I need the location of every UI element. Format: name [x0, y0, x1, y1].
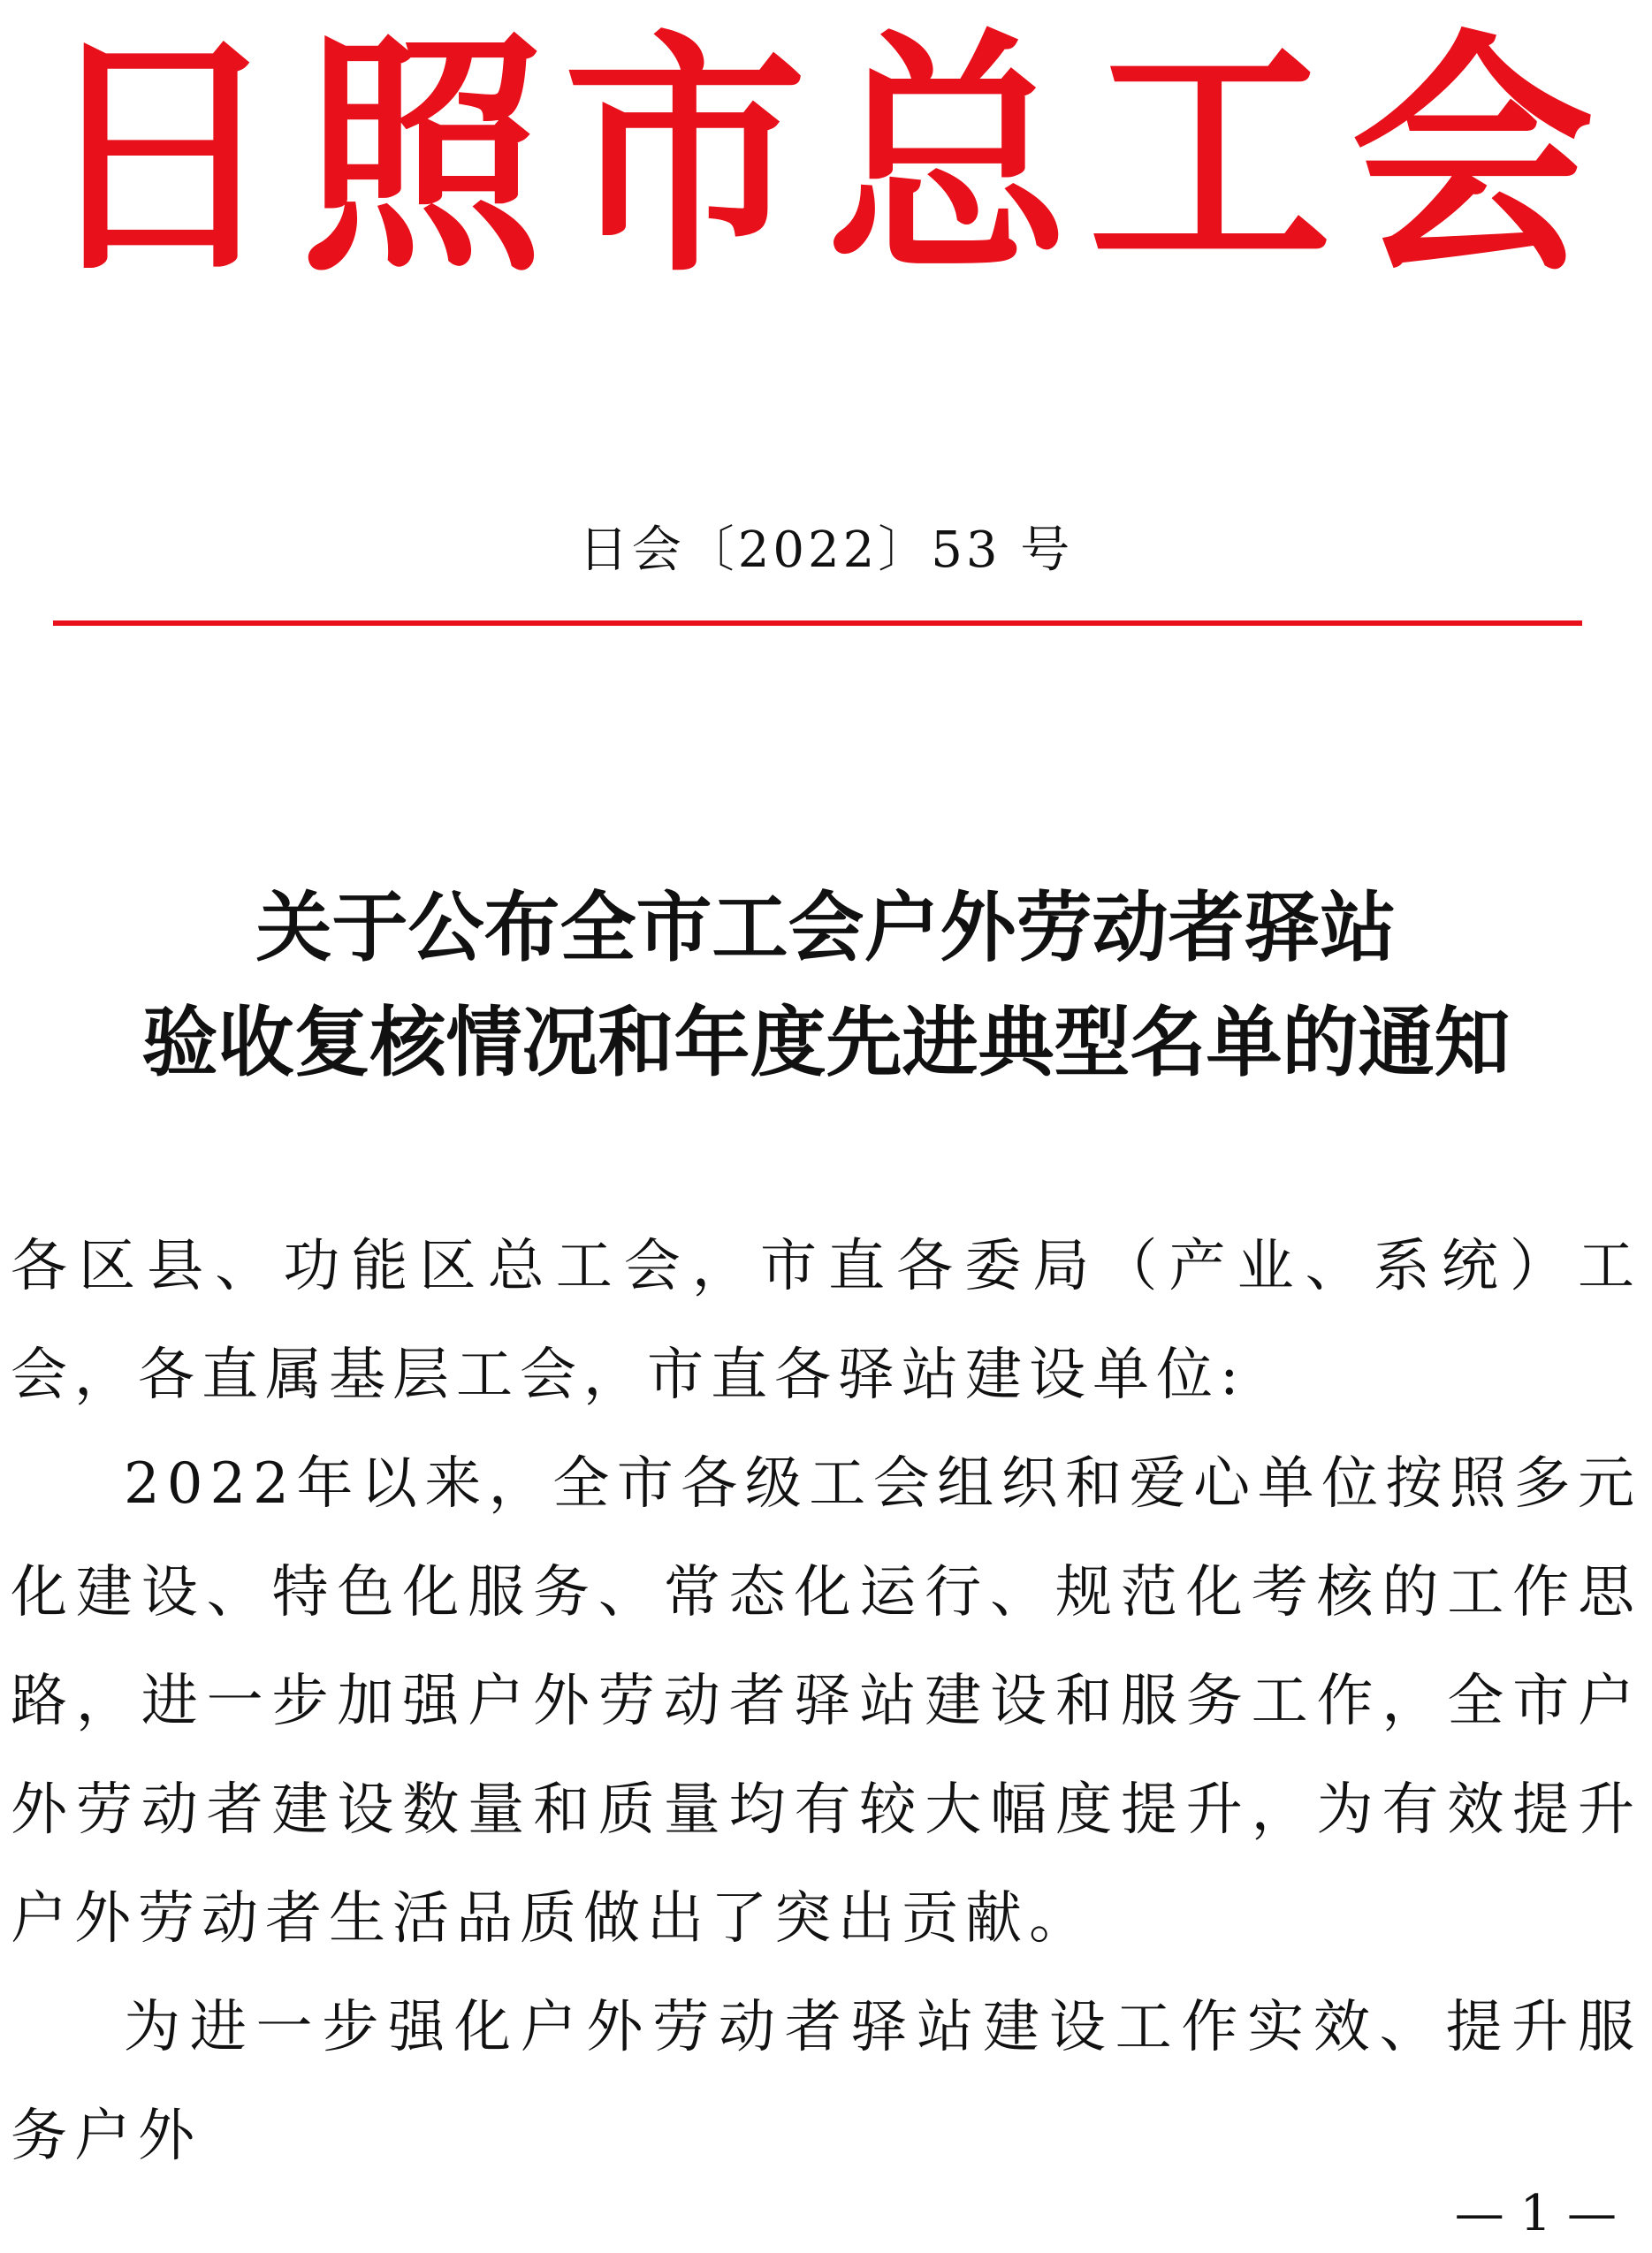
document-number: 日会〔2022〕53 号: [578, 521, 1074, 579]
title-line-1: 关于公布全市工会户外劳动者驿站: [255, 883, 1397, 972]
paragraph-1: 2022年以来，全市各级工会组织和爱心单位按照多元化建设、特色化服务、常态化运行、规范化考核的工作思路，进一步加强户外劳动者驿站建设和服务工作，全市户外劳动者建设数量和质量均有较大幅度提升，为有效提升户外劳动者生活品质做出了突出贡献。: [11, 1451, 1641, 1952]
salutation: 各区县、功能区总工会，市直各委局（产业、系统）工会，各直属基层工会，市直各驿站建设单位:: [11, 1234, 1641, 1408]
title-line-2: 验收复核情况和年度先进典型名单的通知: [141, 998, 1511, 1087]
red-divider-rule: [53, 620, 1582, 626]
masthead-title: 日照市总工会: [38, 6, 1614, 307]
document-body: [11, 1213, 1641, 2191]
page-number: — 1 —: [1454, 2185, 1617, 2242]
paragraph-2: 为进一步强化户外劳动者驿站建设工作实效、提升服务户外: [11, 1995, 1641, 2169]
document-title: [0, 871, 1652, 1100]
